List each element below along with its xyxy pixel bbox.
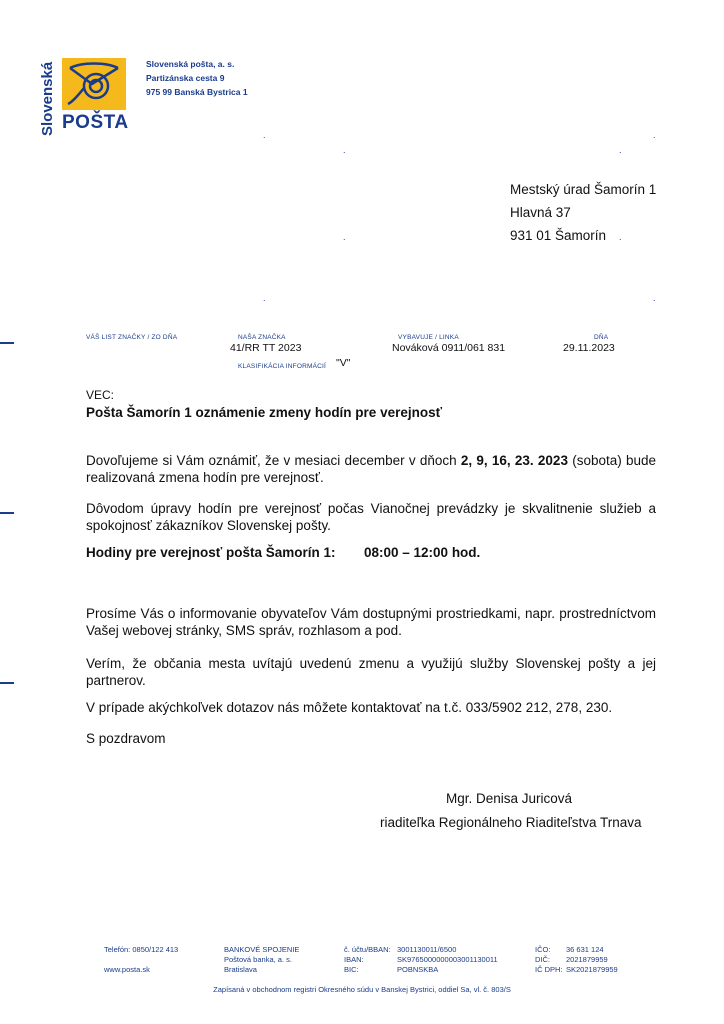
signer-name: Mgr. Denisa Juricová — [446, 791, 573, 806]
footer-account-label: č. účtu/BBAN: — [344, 945, 391, 954]
paragraph-intro: Dovoľujeme si Vám oznámiť, že v mesiaci december v dňoch 2, 9, 16, 23. 2023 (sobota) bude realizovaná zmena hodín pre verejnosť. — [86, 453, 657, 485]
post-horn-logo — [62, 58, 126, 110]
recipient-name: Mestský úrad Šamorín 1 — [510, 182, 657, 197]
classification-label: KLASIFIKÁCIA INFORMÁCIÍ — [238, 363, 327, 370]
footer-phone: Telefón: 0850/122 413 — [104, 945, 179, 954]
footer-icdph-value: SK2021879959 — [566, 965, 618, 974]
footer-bic-value: POBNSKBA — [397, 965, 439, 974]
sender-name: Slovenská pošta, a. s. — [146, 59, 235, 69]
sender-street: Partizánska cesta 9 — [146, 73, 225, 83]
paragraph-contact: V prípade akýchkoľvek dotazov nás môžete kontaktovať na t.č. 033/5902 212, 278, 230. — [86, 700, 613, 715]
dates-highlight: 2, 9, 16, 23. 2023 — [460, 453, 568, 468]
footer-web[interactable]: www.posta.sk — [104, 965, 150, 974]
address-window-mark: . — [343, 232, 346, 242]
closing: S pozdravom — [86, 731, 166, 746]
footer-iban-label: IBAN: — [344, 955, 364, 964]
footer-bic-label: BIC: — [344, 965, 359, 974]
address-window-mark: . — [653, 293, 656, 303]
footer-icdph-label: IČ DPH: — [535, 965, 563, 974]
address-window-mark: . — [343, 145, 346, 155]
logo-vertical-label: Slovenská — [39, 61, 56, 136]
footer-bank-name: Poštová banka, a. s. — [224, 955, 292, 964]
hours-value: 08:00 – 12:00 hod. — [364, 545, 481, 560]
your-letter-label: VÁŠ LIST ZNAČKY / ZO DŇA — [86, 334, 178, 341]
footer-ico-value: 36 631 124 — [566, 945, 604, 954]
address-window-mark: . — [619, 145, 622, 155]
footer-registry: Zapísaná v obchodnom registri Okresného súdu v Banskej Bystrici, oddiel Sa, vl. č. 803/S — [213, 985, 511, 994]
paragraph-request: Prosíme Vás o informovanie obyvateľov Vám dostupnými prostriedkami, napr. prostredníctvom Vašej webovej stránky, SMS správ, rozhlasom a pod. — [86, 606, 656, 638]
date-value: 29.11.2023 — [563, 342, 615, 354]
hours-label: Hodiny pre verejnosť pošta Šamorín 1: — [86, 545, 336, 560]
fold-mark — [0, 682, 14, 684]
fold-mark — [0, 512, 14, 514]
our-ref-label: NAŠA ZNAČKA — [238, 334, 286, 341]
footer-account-value: 3001130011/6500 — [397, 945, 457, 954]
handled-by-value: Nováková 0911/061 831 — [392, 342, 506, 354]
footer-dic-value: 2021879959 — [566, 955, 608, 964]
fold-mark — [0, 342, 14, 344]
footer-ico-label: IČO: — [535, 945, 551, 954]
recipient-street: Hlavná 37 — [510, 205, 571, 220]
handled-by-label: VYBAVUJE / LINKA — [398, 334, 459, 341]
post-horn-icon — [62, 58, 126, 110]
address-window-mark: . — [653, 130, 656, 140]
recipient-city: 931 01 Šamorín — [510, 228, 607, 243]
footer-bank-label: BANKOVÉ SPOJENIE — [224, 945, 300, 954]
paragraph-belief: Verím, že občania mesta uvítajú uvedenú zmenu a využijú služby Slovenskej pošty a jej partnerov. — [86, 656, 656, 688]
address-window-mark: . — [619, 232, 622, 242]
sender-city: 975 99 Banská Bystrica 1 — [146, 87, 248, 97]
paragraph-reason: Dôvodom úpravy hodín pre verejnosť počas Vianočnej prevádzky je skvalitnenie služieb a spokojnosť zákazníkov Slovenskej pošty. — [86, 501, 656, 533]
logo-vertical-text — [36, 58, 58, 138]
date-label: DŇA — [594, 334, 609, 341]
address-window-mark: . — [263, 130, 266, 140]
subject-label: VEC: — [86, 388, 115, 402]
subject-line: Pošta Šamorín 1 oznámenie zmeny hodín pre verejnosť — [86, 405, 443, 420]
logo-brand-text: POŠTA — [62, 112, 129, 133]
signer-title: riaditeľka Regionálneho Riaditeľstva Trnava — [380, 815, 642, 830]
footer-iban-value: SK9765000000003001130011 — [397, 955, 498, 964]
classification-value: "V" — [336, 357, 351, 369]
footer-bank-city: Bratislava — [224, 965, 257, 974]
our-ref-value: 41/RR TT 2023 — [230, 342, 302, 354]
footer-dic-label: DIČ: — [535, 955, 550, 964]
address-window-mark: . — [263, 293, 266, 303]
